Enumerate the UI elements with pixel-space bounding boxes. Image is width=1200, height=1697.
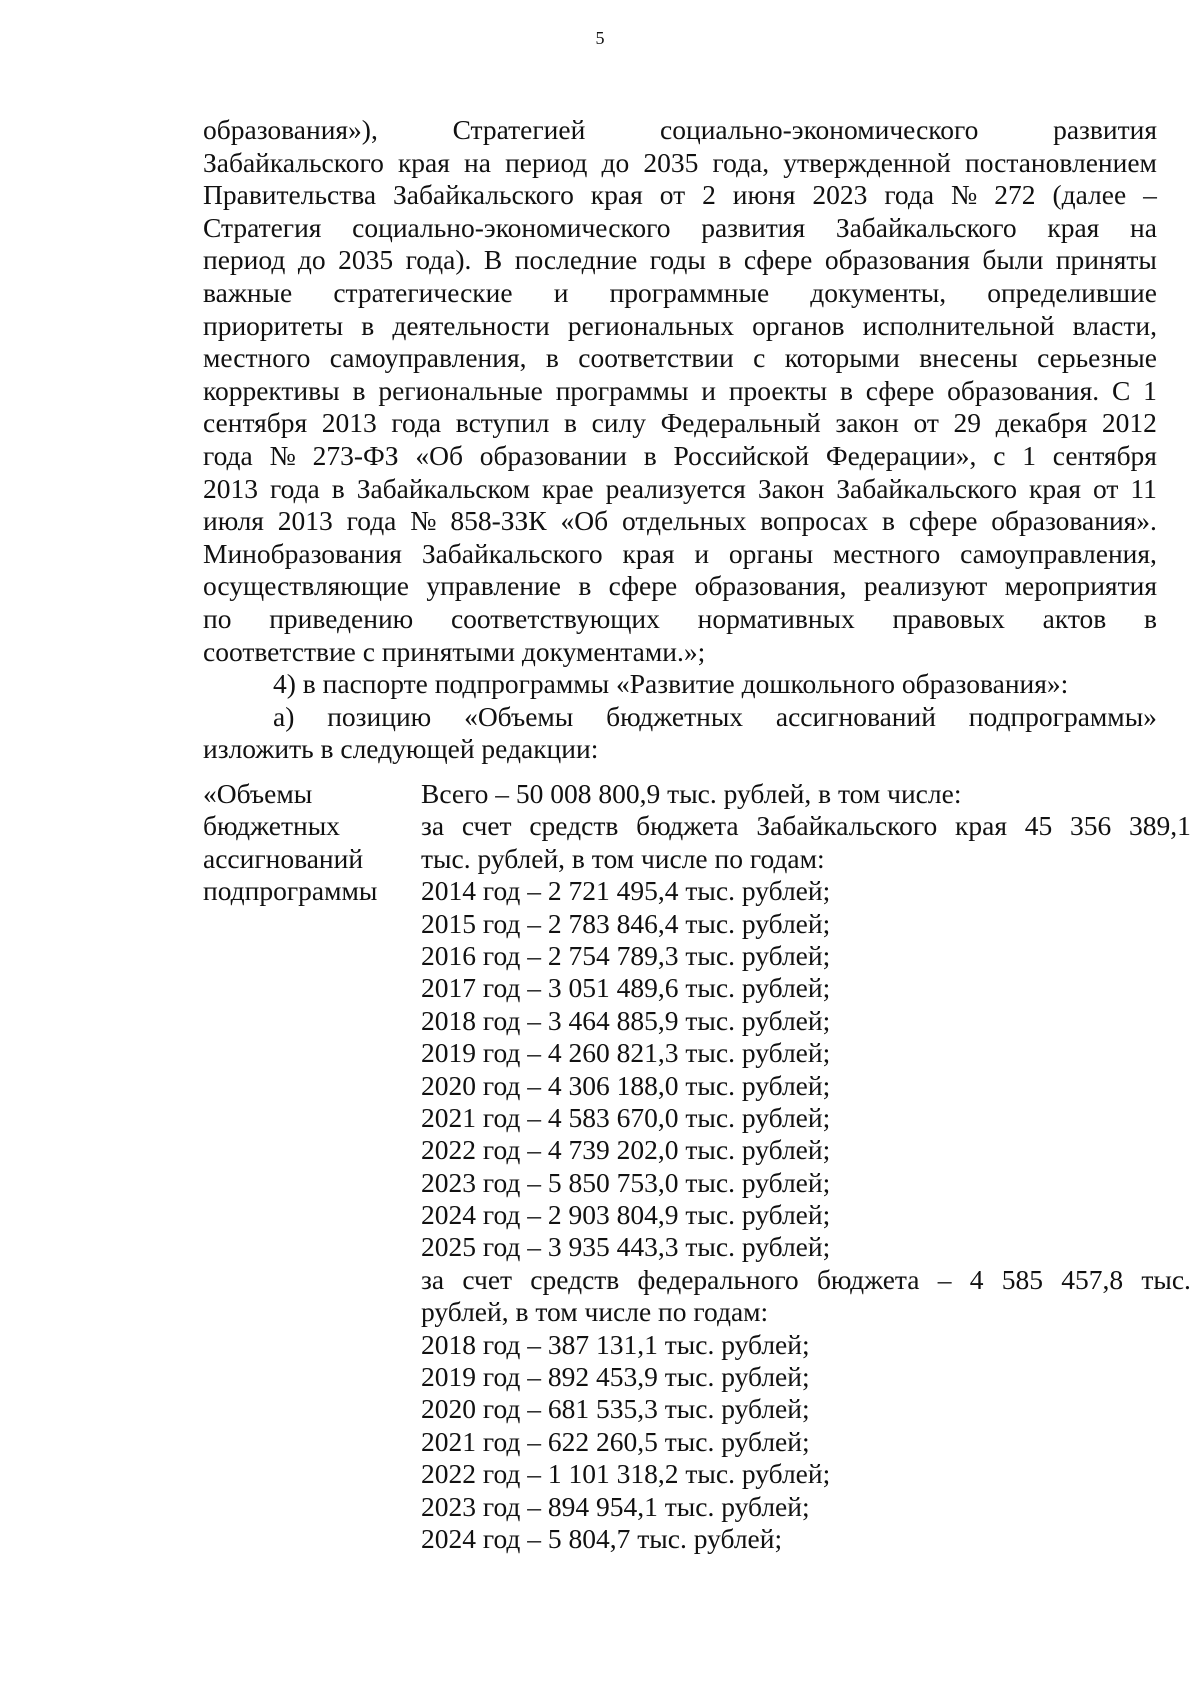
- word: образования: [824, 244, 970, 276]
- word: социально-экономического: [660, 114, 979, 145]
- passport-value-line: 2024 год – 2 903 804,9 тыс. рублей;: [421, 1199, 831, 1231]
- word: управление: [426, 570, 561, 602]
- word: федерального: [637, 1263, 799, 1295]
- word: образования»),: [203, 114, 378, 145]
- passport-value-line: 2014 год – 2 721 495,4 тыс. рублей;: [421, 875, 831, 907]
- word: и: [694, 537, 710, 569]
- word: 2013: [321, 407, 377, 439]
- word: декабря: [995, 407, 1088, 439]
- passport-value-line: рублей, в том числе по годам:: [421, 1296, 769, 1328]
- word: 585: [1001, 1263, 1043, 1295]
- word: приведению: [269, 602, 414, 634]
- word: №: [951, 179, 978, 211]
- word: и: [553, 276, 569, 308]
- word: –: [1143, 179, 1157, 211]
- word: региональные: [378, 374, 543, 406]
- word: правовых: [892, 602, 1005, 634]
- word: развития: [1053, 114, 1157, 145]
- word: 2035: [643, 146, 699, 178]
- word: (далее: [1052, 179, 1127, 211]
- word: Правительства: [203, 179, 377, 211]
- word: до: [297, 244, 326, 276]
- word: бюджета: [816, 1263, 920, 1295]
- word: Забайкальского: [421, 537, 603, 569]
- passport-value-line: 2020 год – 681 535,3 тыс. рублей;: [421, 1393, 810, 1425]
- word: образования,: [694, 570, 847, 602]
- body-line: [203, 114, 1157, 147]
- word: важные: [203, 276, 293, 308]
- passport-value-line: 2019 год – 4 260 821,3 тыс. рублей;: [421, 1037, 831, 1069]
- word: приоритеты: [203, 309, 344, 341]
- passport-value-line: 2018 год – 3 464 885,9 тыс. рублей;: [421, 1004, 831, 1036]
- word: Забайкальского: [393, 179, 574, 211]
- passport-value-line: 2023 год – 894 954,1 тыс. рублей;: [421, 1490, 810, 1522]
- word: реализуют: [863, 570, 988, 602]
- passport-value-line: 2022 год – 4 739 202,0 тыс. рублей;: [421, 1134, 831, 1166]
- passport-value-line: 2019 год – 892 453,9 тыс. рублей;: [421, 1361, 810, 1393]
- word: коррективы: [203, 374, 340, 406]
- word: в: [563, 407, 577, 439]
- word: Стратегия: [203, 211, 322, 243]
- word: от: [913, 407, 939, 439]
- word: самоуправления,: [329, 342, 527, 374]
- word: программы: [555, 374, 689, 406]
- passport-value-line: [421, 1264, 1191, 1296]
- word: до: [601, 146, 630, 178]
- word: сентября: [1052, 439, 1157, 471]
- word: сфере: [908, 505, 978, 537]
- word: региональных: [567, 309, 734, 341]
- passport-value-line: 2021 год – 4 583 670,0 тыс. рублей;: [421, 1101, 831, 1133]
- word: Федеральный: [660, 407, 821, 439]
- passport-value-line: 2025 год – 3 935 443,3 тыс. рублей;: [421, 1231, 831, 1263]
- word: Забайкальского: [756, 810, 938, 842]
- word: местного: [203, 342, 311, 374]
- word: 858-ЗЗК: [450, 505, 547, 537]
- body-line: [203, 538, 1157, 571]
- word: В: [483, 244, 503, 276]
- word: Минобразования: [203, 537, 402, 569]
- word: местного: [832, 537, 941, 569]
- item-a-line1: [203, 701, 1157, 734]
- word: самоуправления,: [960, 537, 1157, 569]
- word: за: [421, 810, 445, 842]
- passport-label-line: «Объемы: [203, 778, 313, 809]
- word: внесены: [919, 342, 1018, 374]
- word: 2013: [203, 472, 258, 504]
- passport-label: [203, 778, 403, 908]
- word: «Об: [560, 505, 609, 537]
- word: ассигнований: [775, 700, 936, 732]
- word: определившие: [987, 276, 1157, 308]
- word: года: [391, 407, 442, 439]
- passport-value-line: тыс. рублей, в том числе по годам:: [421, 842, 825, 874]
- word: годы: [649, 244, 706, 276]
- word: постановлением: [964, 146, 1157, 178]
- word: июля: [203, 505, 264, 537]
- word: отдельных: [621, 505, 747, 537]
- word: счет: [461, 810, 512, 842]
- word: серьезные: [1037, 342, 1157, 374]
- word: утвержденной: [783, 146, 951, 178]
- word: в: [578, 570, 592, 602]
- body-line: [203, 342, 1157, 375]
- body-line: [203, 147, 1157, 180]
- word: органы: [728, 537, 814, 569]
- word: средств: [529, 810, 619, 842]
- word: с: [993, 439, 1006, 471]
- word: период: [203, 244, 286, 276]
- word: 11: [1130, 472, 1157, 504]
- body-line: [203, 440, 1157, 473]
- word: бюджета: [636, 810, 739, 842]
- word: Забайкальского: [203, 146, 384, 178]
- body-line: [203, 310, 1157, 343]
- body-line: [203, 277, 1157, 310]
- word: осуществляющие: [203, 570, 409, 602]
- word: социально-экономического: [352, 211, 671, 243]
- word: «Об: [415, 439, 463, 471]
- word: последние: [514, 244, 638, 276]
- word: №: [410, 505, 437, 537]
- word: в: [643, 439, 657, 471]
- word: проекты: [728, 374, 828, 406]
- word: года).: [405, 244, 472, 276]
- word: за: [421, 1263, 445, 1295]
- passport-value-line: 2018 год – 387 131,1 тыс. рублей;: [421, 1328, 810, 1360]
- word: года: [884, 179, 935, 211]
- passport-label-line: бюджетных: [203, 810, 340, 842]
- word: органов: [752, 309, 845, 341]
- word: мероприятия: [1004, 570, 1157, 602]
- passport-value-line: 2015 год – 2 783 846,4 тыс. рублей;: [421, 907, 831, 939]
- passport-value-line: [421, 810, 1191, 842]
- word: вступил: [455, 407, 550, 439]
- word: от: [659, 179, 686, 211]
- body-line: [203, 570, 1157, 603]
- word: сфере: [608, 570, 678, 602]
- word: края: [1047, 211, 1100, 243]
- word: 2012: [1101, 407, 1157, 439]
- word: на: [464, 146, 491, 178]
- word: 273-ФЗ: [312, 439, 399, 471]
- body-line: [203, 407, 1157, 440]
- word: Забайкальского: [835, 211, 1017, 243]
- item-4: 4) в паспорте подпрограммы «Развитие дошкольного образования»:: [273, 668, 1069, 700]
- word: в: [718, 244, 732, 276]
- passport-label-line: подпрограммы: [203, 875, 378, 907]
- word: 29: [953, 407, 981, 439]
- word: на: [1130, 211, 1157, 243]
- word: 2035: [338, 244, 394, 276]
- word: 4: [969, 1263, 984, 1295]
- body-line: [203, 375, 1157, 408]
- word: в: [1143, 602, 1157, 634]
- word: а): [273, 700, 295, 732]
- word: июня: [732, 179, 796, 211]
- word: Закон: [757, 472, 825, 504]
- word: в: [331, 472, 345, 504]
- word: Российской: [673, 439, 810, 471]
- word: программные: [609, 276, 770, 308]
- word: в: [352, 374, 366, 406]
- word: в: [361, 309, 375, 341]
- word: период: [505, 146, 588, 178]
- word: с: [753, 342, 766, 374]
- word: Федерации»,: [825, 439, 977, 471]
- word: актов: [1042, 602, 1107, 634]
- word: сентября: [203, 407, 308, 439]
- word: стратегические: [333, 276, 513, 308]
- document-body: [203, 114, 1157, 766]
- word: образовании: [479, 439, 627, 471]
- word: 2023: [812, 179, 868, 211]
- word: 356: [1070, 810, 1112, 842]
- word: деятельности: [392, 309, 550, 341]
- page-number: 5: [595, 28, 605, 48]
- passport-values: [421, 778, 1191, 1555]
- word: в: [839, 374, 853, 406]
- item-a-line2: изложить в следующей редакции:: [203, 733, 599, 765]
- word: 272: [994, 179, 1036, 211]
- word: соответствии: [578, 342, 734, 374]
- paragraph-strategy: [203, 114, 1157, 668]
- word: года: [203, 439, 253, 471]
- word: 2: [702, 179, 716, 211]
- word: 2013: [277, 505, 333, 537]
- word: 1: [1022, 439, 1036, 471]
- passport-value-line: 2023 год – 5 850 753,0 тыс. рублей;: [421, 1166, 831, 1198]
- word: исполнительной: [862, 309, 1055, 341]
- word: крае: [542, 472, 594, 504]
- word: приняты: [1055, 244, 1157, 276]
- word: от: [1093, 472, 1119, 504]
- word: года,: [712, 146, 770, 178]
- word: края: [622, 537, 675, 569]
- word: по: [203, 602, 232, 634]
- word: в: [545, 342, 559, 374]
- word: бюджетных: [606, 700, 744, 732]
- word: подпрограммы»: [968, 700, 1157, 732]
- passport-value-line: Всего – 50 008 800,9 тыс. рублей, в том числе:: [421, 778, 962, 809]
- word: года: [269, 472, 320, 504]
- word: и: [701, 374, 716, 406]
- word: соответствующих: [450, 602, 660, 634]
- word: года: [346, 505, 397, 537]
- word: образования».: [991, 505, 1157, 537]
- passport-label-line: ассигнований: [203, 842, 364, 874]
- word: сфере: [865, 374, 935, 406]
- word: края: [1029, 472, 1082, 504]
- word: 1: [1143, 374, 1157, 406]
- word: образования.: [947, 374, 1100, 406]
- passport-value-line: 2017 год – 3 051 489,6 тыс. рублей;: [421, 972, 831, 1004]
- word: края: [955, 810, 1007, 842]
- word: сфере: [743, 244, 813, 276]
- passport-value-line: 2016 год – 2 754 789,3 тыс. рублей;: [421, 939, 831, 971]
- body-line: соответствие с принятыми документами.»;: [203, 635, 706, 667]
- word: нормативных: [697, 602, 855, 634]
- word: власти,: [1072, 309, 1157, 341]
- body-line: [203, 603, 1157, 636]
- word: в: [882, 505, 896, 537]
- word: края: [397, 146, 450, 178]
- word: силу: [591, 407, 646, 439]
- word: Стратегией: [452, 114, 586, 145]
- word: закон: [835, 407, 899, 439]
- word: счет: [462, 1263, 513, 1295]
- body-line: [203, 244, 1157, 277]
- passport-value-line: 2022 год – 1 101 318,2 тыс. рублей;: [421, 1458, 831, 1490]
- word: «Объемы: [464, 700, 574, 732]
- word: вопросах: [760, 505, 869, 537]
- body-line: [203, 179, 1157, 212]
- word: были: [982, 244, 1044, 276]
- word: тыс.: [1141, 1263, 1191, 1295]
- body-line: [203, 212, 1157, 245]
- word: 389,1: [1129, 810, 1191, 842]
- word: С: [1111, 374, 1131, 406]
- word: позицию: [327, 700, 432, 732]
- passport-value-line: 2020 год – 4 306 188,0 тыс. рублей;: [421, 1069, 831, 1101]
- word: документы,: [810, 276, 947, 308]
- word: средств: [530, 1263, 620, 1295]
- word: которыми: [784, 342, 900, 374]
- word: №: [269, 439, 296, 471]
- passport-value-line: 2024 год – 5 804,7 тыс. рублей;: [421, 1522, 783, 1554]
- word: –: [937, 1263, 952, 1295]
- body-line: [203, 505, 1157, 538]
- word: 45: [1024, 810, 1053, 842]
- word: реализуется: [605, 472, 746, 504]
- body-line: [203, 473, 1157, 506]
- passport-value-line: 2021 год – 622 260,5 тыс. рублей;: [421, 1425, 810, 1457]
- word: развития: [701, 211, 806, 243]
- word: Забайкальском: [356, 472, 531, 504]
- word: Забайкальского: [836, 472, 1018, 504]
- word: 457,8: [1061, 1263, 1124, 1295]
- word: края: [590, 179, 643, 211]
